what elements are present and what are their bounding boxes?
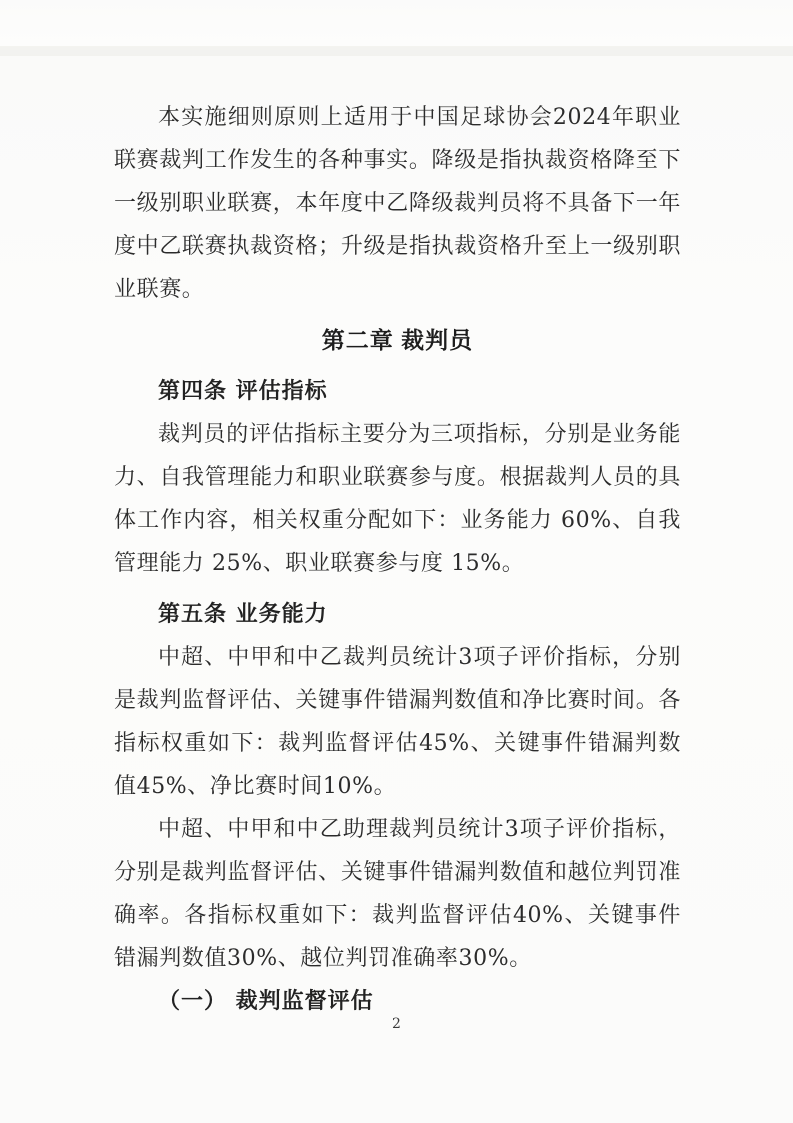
article-5-item-1-heading: （一） 裁判监督评估 <box>158 988 374 1014</box>
page-number: 2 <box>392 1016 401 1032</box>
chapter-heading: 第二章 裁判员 <box>321 327 474 353</box>
article-5-body-assistant-referees: 中超、中甲和中乙助理裁判员统计3项子评价指标，分别是裁判监督评估、关键事件错漏判数值和越位判罚准确率。各指标权重如下：裁判监督评估40%、关键事件错漏判数值30%、越位判罚准确率30%。 <box>114 817 681 971</box>
scan-artifact <box>0 46 793 56</box>
article-4-heading: 第四条 评估指标 <box>158 378 328 404</box>
article-5-body-referees: 中超、中甲和中乙裁判员统计3项子评价指标，分别是裁判监督评估、关键事件错漏判数值和净比赛时间。各指标权重如下：裁判监督评估45%、关键事件错漏判数值45%、净比赛时间10%。 <box>114 645 681 799</box>
intro-paragraph: 本实施细则原则上适用于中国足球协会2024年职业联赛裁判工作发生的各种事实。降级是指执裁资格降至下一级别职业联赛，本年度中乙降级裁判员将不具备下一年度中乙联赛执裁资格；升级是指执裁资格升至上一级别职业联赛。 <box>114 105 681 302</box>
article-4-body: 裁判员的评估指标主要分为三项指标，分别是业务能力、自我管理能力和职业联赛参与度。根据裁判人员的具体工作内容，相关权重分配如下：业务能力 60%、自我管理能力 25%、职业联赛参与度 15%。 <box>114 422 681 576</box>
article-5-heading: 第五条 业务能力 <box>158 601 328 627</box>
